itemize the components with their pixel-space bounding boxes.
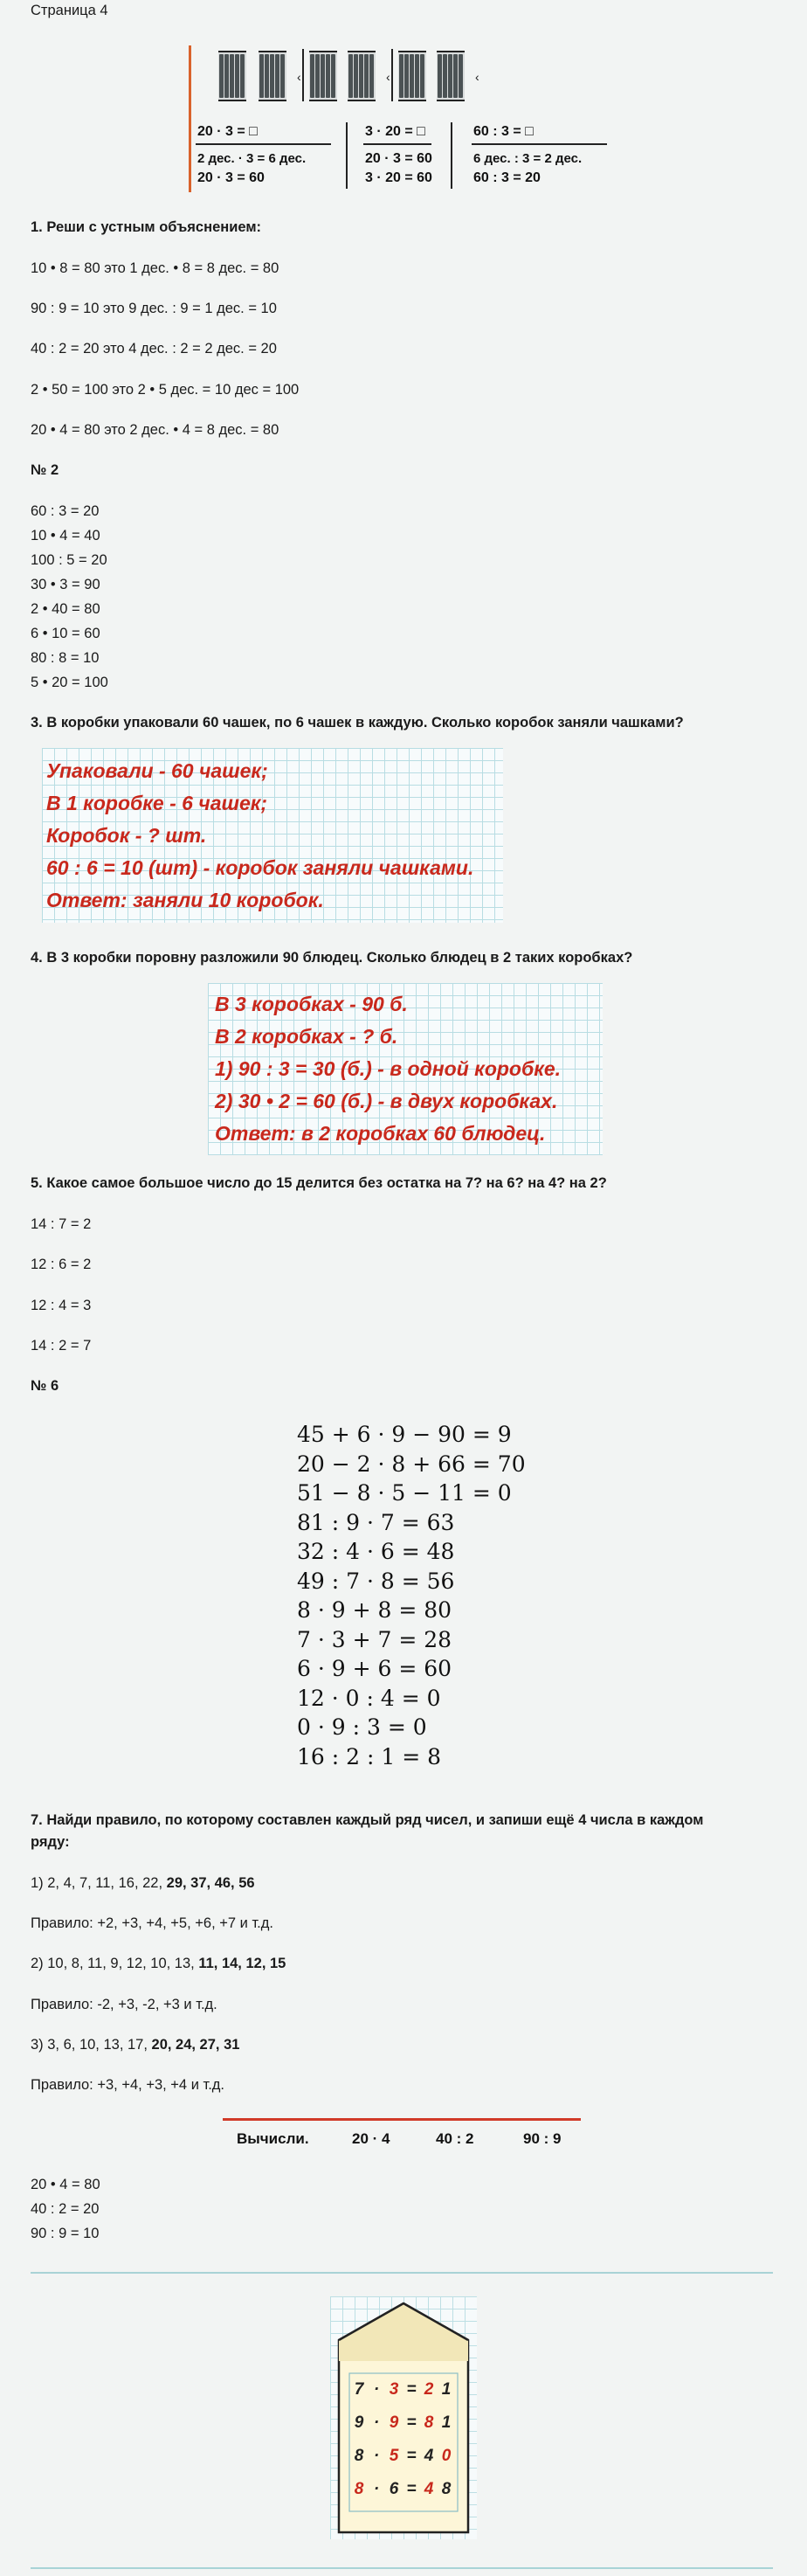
compute-box-item: 90 : 9	[523, 2130, 562, 2147]
task7-row-answer: 29, 37, 46, 56	[166, 1875, 255, 1891]
chevron-icon: ‹	[386, 70, 390, 84]
task1-line: 2 • 50 = 100 это 2 • 5 дес. = 10 дес = 100	[31, 382, 300, 398]
house-cell: ·	[373, 2413, 380, 2432]
chevron-icon: ‹	[297, 70, 301, 84]
task5-line: 12 : 4 = 3	[31, 1298, 92, 1313]
house-cell: =	[406, 2447, 417, 2465]
task6-equation: 81 : 9 · 7 = 63	[297, 1509, 455, 1535]
house-cell: 0	[441, 2447, 452, 2465]
illustration-col2-line1: 3 · 20 = □	[365, 124, 425, 139]
house-cell: =	[406, 2480, 417, 2498]
section-divider	[31, 2272, 773, 2274]
task4-solution-line: Ответ: в 2 коробках 60 блюдец.	[215, 1122, 546, 1145]
task1-line: 90 : 9 = 10 это 9 дес. : 9 = 1 дес. = 10	[31, 301, 277, 316]
task3-solution-line: Упаковали - 60 чашек;	[46, 759, 268, 782]
compute-box-item: 40 : 2	[436, 2130, 474, 2147]
task6-heading: № 6	[31, 1378, 59, 1394]
task1-line: 10 • 8 = 80 это 1 дес. • 8 = 8 дес. = 80	[31, 260, 279, 276]
compute-answer: 90 : 9 = 10	[31, 2226, 100, 2241]
house-illustration	[330, 2296, 477, 2539]
illustration-col3-line1: 60 : 3 = □	[473, 124, 534, 139]
compute-answer: 40 : 2 = 20	[31, 2201, 100, 2217]
task4-solution-line: 2) 30 • 2 = 60 (б.) - в двух коробках.	[215, 1090, 558, 1112]
house-cell: 9	[354, 2413, 364, 2432]
task6-equation: 32 : 4 · 6 = 48	[297, 1539, 455, 1564]
house-cell: ·	[373, 2380, 380, 2399]
task6-equation: 20 − 2 · 8 + 66 = 70	[297, 1451, 526, 1477]
task6-equation: 8 · 9 + 8 = 80	[297, 1597, 452, 1623]
top-illustration	[189, 45, 617, 194]
stick-bundle	[218, 51, 246, 101]
compute-box-rule	[223, 2118, 581, 2121]
illustration-left-bar	[189, 45, 191, 192]
task2-line: 5 • 20 = 100	[31, 675, 108, 690]
task6-equation: 12 · 0 : 4 = 0	[297, 1685, 441, 1711]
task2-line: 10 • 4 = 40	[31, 528, 100, 544]
illustration-col3-line3: 60 : 3 = 20	[473, 170, 541, 185]
illustration-col1-line3: 20 · 3 = 60	[197, 170, 265, 185]
task6-equation: 0 · 9 : 3 = 0	[297, 1714, 427, 1740]
task7-row	[31, 2036, 239, 2053]
house-cell: =	[406, 2413, 417, 2432]
task7-heading: 7. Найди правило, по которому составлен каждый ряд чисел, и запиши ещё 4 числа в каждом	[31, 1812, 704, 1828]
stick-bundle	[437, 51, 465, 101]
task4-grid-note	[208, 983, 603, 1155]
compute-box	[223, 2129, 581, 2153]
compute-box-label: Вычисли.	[237, 2130, 309, 2147]
compute-box-item: 20 · 4	[352, 2130, 390, 2147]
task2-line: 2 • 40 = 80	[31, 601, 100, 617]
task7-row-given: 2) 10, 8, 11, 9, 12, 10, 13,	[31, 1956, 199, 1971]
task1-line: 40 : 2 = 20 это 4 дес. : 2 = 2 дес. = 20	[31, 341, 277, 357]
column-separator	[451, 122, 452, 189]
task2-line: 60 : 3 = 20	[31, 503, 100, 519]
task7-heading-cont: ряду:	[31, 1834, 70, 1850]
bundle-separator	[391, 49, 393, 101]
illustration-col1-line1: 20 · 3 = □	[197, 124, 258, 139]
house-cell: 4	[424, 2447, 434, 2465]
task1-heading: 1. Реши с устным объяснением:	[31, 219, 262, 235]
house-cell: 8	[424, 2413, 434, 2432]
compute-answer: 20 • 4 = 80	[31, 2177, 100, 2192]
task7-row-given: 3) 3, 6, 10, 13, 17,	[31, 2037, 152, 2053]
task5-line: 14 : 7 = 2	[31, 1216, 92, 1232]
stick-bundle	[259, 51, 286, 101]
illustration-col1-line2: 2 дес. · 3 = 6 дес.	[197, 151, 307, 166]
underline	[472, 143, 607, 145]
house-cell: 9	[389, 2413, 399, 2432]
task2-line: 30 • 3 = 90	[31, 577, 100, 592]
task7-row	[31, 1874, 255, 1892]
underline	[363, 143, 431, 145]
house-cell: 4	[424, 2480, 434, 2498]
task1-line: 20 • 4 = 80 это 2 дес. • 4 = 8 дес. = 80	[31, 422, 279, 438]
task4-heading: 4. В 3 коробки поровну разложили 90 блюдец. Сколько блюдец в 2 таких коробках?	[31, 950, 633, 966]
task6-equation: 16 : 2 : 1 = 8	[297, 1743, 442, 1769]
stick-bundle	[309, 51, 337, 101]
task5-line: 14 : 2 = 7	[31, 1338, 92, 1354]
house-cell: ·	[373, 2480, 380, 2498]
chevron-icon: ‹	[475, 70, 479, 84]
task6-equation: 45 + 6 · 9 − 90 = 9	[297, 1422, 512, 1447]
stick-bundle	[348, 51, 376, 101]
page-title: Страница 4	[31, 3, 108, 18]
house-cell: 7	[354, 2380, 364, 2399]
section-divider	[31, 2567, 773, 2569]
task5-heading: 5. Какое самое большое число до 15 делится без остатка на 7? на 6? на 4? на 2?	[31, 1175, 607, 1191]
house-cell: 1	[441, 2413, 452, 2432]
task7-row-answer: 20, 24, 27, 31	[151, 2037, 240, 2053]
task4-solution-line: В 2 коробках - ? б.	[215, 1025, 398, 1048]
task4-solution-line: 1) 90 : 3 = 30 (б.) - в одной коробке.	[215, 1057, 562, 1080]
task2-line: 6 • 10 = 60	[31, 626, 100, 641]
task7-row	[31, 1955, 286, 1972]
task6-equations	[297, 1420, 526, 1771]
task5-line: 12 : 6 = 2	[31, 1257, 92, 1272]
task3-solution-line: 60 : 6 = 10 (шт) - коробок заняли чашками.	[46, 856, 474, 879]
task3-grid-note	[42, 748, 503, 923]
house-cell: ·	[373, 2447, 380, 2465]
house-cell: 1	[441, 2380, 452, 2399]
illustration-col3-line2: 6 дес. : 3 = 2 дес.	[473, 151, 583, 166]
task7-row-given: 1) 2, 4, 7, 11, 16, 22,	[31, 1875, 167, 1891]
house-cell: 5	[389, 2447, 399, 2465]
task6-equation: 49 : 7 · 8 = 56	[297, 1568, 455, 1594]
task7-rule: Правило: -2, +3, -2, +3 и т.д.	[31, 1997, 217, 2012]
bundle-separator	[302, 49, 304, 101]
task2-line: 100 : 5 = 20	[31, 552, 107, 568]
task3-solution-line: Ответ: заняли 10 коробок.	[46, 889, 324, 911]
underline	[196, 143, 331, 145]
house-cell: 8	[354, 2480, 364, 2498]
stick-bundle	[398, 51, 426, 101]
task7-rule: Правило: +2, +3, +4, +5, +6, +7 и т.д.	[31, 1915, 273, 1931]
illustration-col2-line2: 20 · 3 = 60	[365, 151, 432, 166]
task2-line: 80 : 8 = 10	[31, 650, 100, 666]
illustration-col2-line3: 3 · 20 = 60	[365, 170, 432, 185]
task7-rule: Правило: +3, +4, +3, +4 и т.д.	[31, 2077, 225, 2093]
task6-equation: 51 − 8 · 5 − 11 = 0	[297, 1480, 512, 1506]
task3-solution-line: Коробок - ? шт.	[46, 824, 207, 847]
house-cell: 2	[424, 2380, 434, 2399]
house-cell: 8	[441, 2480, 452, 2498]
task3-heading: 3. В коробки упаковали 60 чашек, по 6 чашек в каждую. Сколько коробок заняли чашками?	[31, 715, 684, 731]
task2-heading: № 2	[31, 462, 59, 478]
house-table	[351, 2380, 458, 2511]
house-cell: =	[406, 2380, 417, 2399]
column-separator	[346, 122, 348, 189]
task6-equation: 7 · 3 + 7 = 28	[297, 1626, 452, 1652]
task3-solution-line: В 1 коробке - 6 чашек;	[46, 792, 268, 814]
task7-row-answer: 11, 14, 12, 15	[198, 1956, 286, 1971]
task6-equation: 6 · 9 + 6 = 60	[297, 1656, 452, 1681]
house-cell: 6	[389, 2480, 399, 2498]
house-cell: 8	[354, 2447, 364, 2465]
house-cell: 3	[389, 2380, 399, 2399]
task4-solution-line: В 3 коробках - 90 б.	[215, 993, 408, 1015]
